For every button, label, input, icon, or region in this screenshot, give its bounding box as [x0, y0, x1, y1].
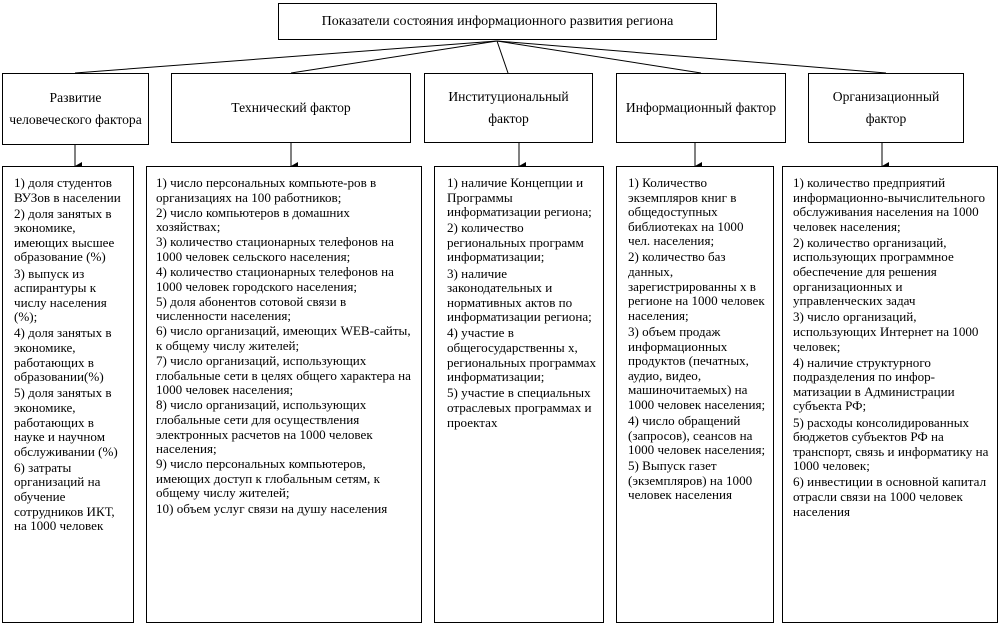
indicator-item: 4) количество стационарных телефонов на 1000 человек городского населения;	[156, 264, 394, 294]
indicator-item: 7) число организаций, использующих глобальные сети в целях общего характера на 1000 человек населения;	[156, 353, 411, 398]
indicator-list-human	[2, 166, 134, 623]
indicator-item: 2) число компьютеров в домашних хозяйствах;	[156, 204, 350, 235]
indicator-list-institutional	[434, 166, 604, 623]
indicator-item: 1) доля студентов ВУЗов в населении	[14, 175, 121, 205]
indicator-item: 2) количество организаций, использующих программное обеспечение для решения организационных и управленческих задач	[793, 234, 954, 309]
indicator-item: 1) Количество экземпляров книг в общедоступных библиотеках на 1000 чел. населения;	[628, 175, 744, 249]
indicator-item: 5) участие в специальных отраслевых программах и проектах	[447, 385, 592, 430]
indicator-item: 5) расходы консолидированных бюджетов субъектов РФ на транспорт, связь и информатику на 1000 человек;	[793, 414, 989, 474]
indicator-item: 5) доля абонентов сотовой связи в численности населения;	[156, 293, 347, 324]
indicator-item: 2) количество региональных программ информатизации;	[447, 220, 584, 265]
factor-header-label: Технический фактор	[231, 100, 351, 115]
branch-line-2	[291, 41, 497, 73]
factor-header-human	[2, 73, 149, 145]
factor-header-label: Информационный фактор	[625, 100, 777, 115]
indicator-item: 6) затраты организаций на обучение сотрудников ИКТ, на 1000 человек	[14, 459, 115, 534]
indicator-list-technical	[146, 166, 422, 623]
factor-header-label: Институциональный фактор	[448, 89, 569, 126]
indicator-item: 6) инвестиции в основной капитал отрасли связи на 1000 человек населения	[793, 474, 987, 519]
factor-header-label: Организационный фактор	[832, 89, 940, 126]
indicator-item: 4) доля занятых в экономике, работающих в образовании(%)	[14, 325, 112, 385]
indicator-item: 2) количество баз данных, зарегистрированны х в регионе на 1000 человек населения;	[628, 249, 765, 323]
indicator-list-informational	[616, 166, 774, 623]
indicator-item: 5) Выпуск газет (экземпляров) на 1000 человек населения	[628, 458, 753, 503]
indicator-item: 3) выпуск из аспирантуры к числу населения (%);	[14, 265, 107, 325]
indicator-item: 4) наличие структурного подразделения по инфор-матизации в Администрации субъекта РФ;	[793, 354, 955, 414]
indicator-item: 3) количество стационарных телефонов на 1000 человек сельского населения;	[156, 234, 394, 264]
branch-line-4	[497, 41, 701, 73]
indicator-item: 5) доля занятых в экономике, работающих в науке и научном обслуживании (%)	[14, 385, 118, 459]
factor-header-technical	[171, 73, 411, 143]
branch-line-1	[75, 41, 497, 73]
branch-line-3	[497, 41, 508, 73]
indicator-list-organizational	[782, 166, 998, 623]
indicator-item: 4) участие в общегосударственны х, региональных программах информатизации;	[447, 325, 597, 385]
indicator-item: 1) наличие Концепции и Программы информатизации региона;	[447, 175, 592, 220]
factor-header-label: Развитие человеческого фактора	[9, 90, 142, 127]
indicator-item: 8) число организаций, использующих глобальные сети для осуществления электронных расчетов на 1000 человек населения;	[156, 397, 373, 457]
indicator-item: 9) число персональных компьютеров, имеющих доступ к глобальным сетям, к общему числу жителей;	[156, 456, 380, 501]
indicator-item: 1) число персональных компьюте-ров в организациях на 100 работников;	[156, 175, 377, 205]
indicator-item: 4) число обращений (запросов), сеансов на 1000 человек населения;	[628, 413, 766, 458]
factor-header-organizational	[808, 73, 964, 143]
factor-header-informational	[616, 73, 786, 143]
indicator-item: 3) наличие законодательных и нормативных актов по информатизации региона;	[447, 265, 592, 325]
indicator-item: 1) количество предприятий информационно-вычислительного обслуживания населения на 1000 человек населения;	[793, 175, 985, 234]
indicator-item: 10) объем услуг связи на душу населения	[156, 500, 388, 516]
branch-line-5	[497, 41, 886, 73]
factor-header-institutional	[424, 73, 593, 143]
indicator-item: 3) объем продаж информационных продуктов (печатных, аудио, видео, машиночитаемых) на 1000 человек населения;	[628, 323, 766, 412]
indicator-item: 2) доля занятых в экономике, имеющих высшее образование (%)	[14, 205, 115, 265]
diagram-title: Показатели состояния информационного развития региона	[278, 3, 717, 40]
indicator-item: 3) число организаций, использующих Интернет на 1000 человек;	[793, 309, 979, 354]
indicator-item: 6) число организаций, имеющих WEB-сайты, к общему числу жителей;	[156, 323, 411, 354]
